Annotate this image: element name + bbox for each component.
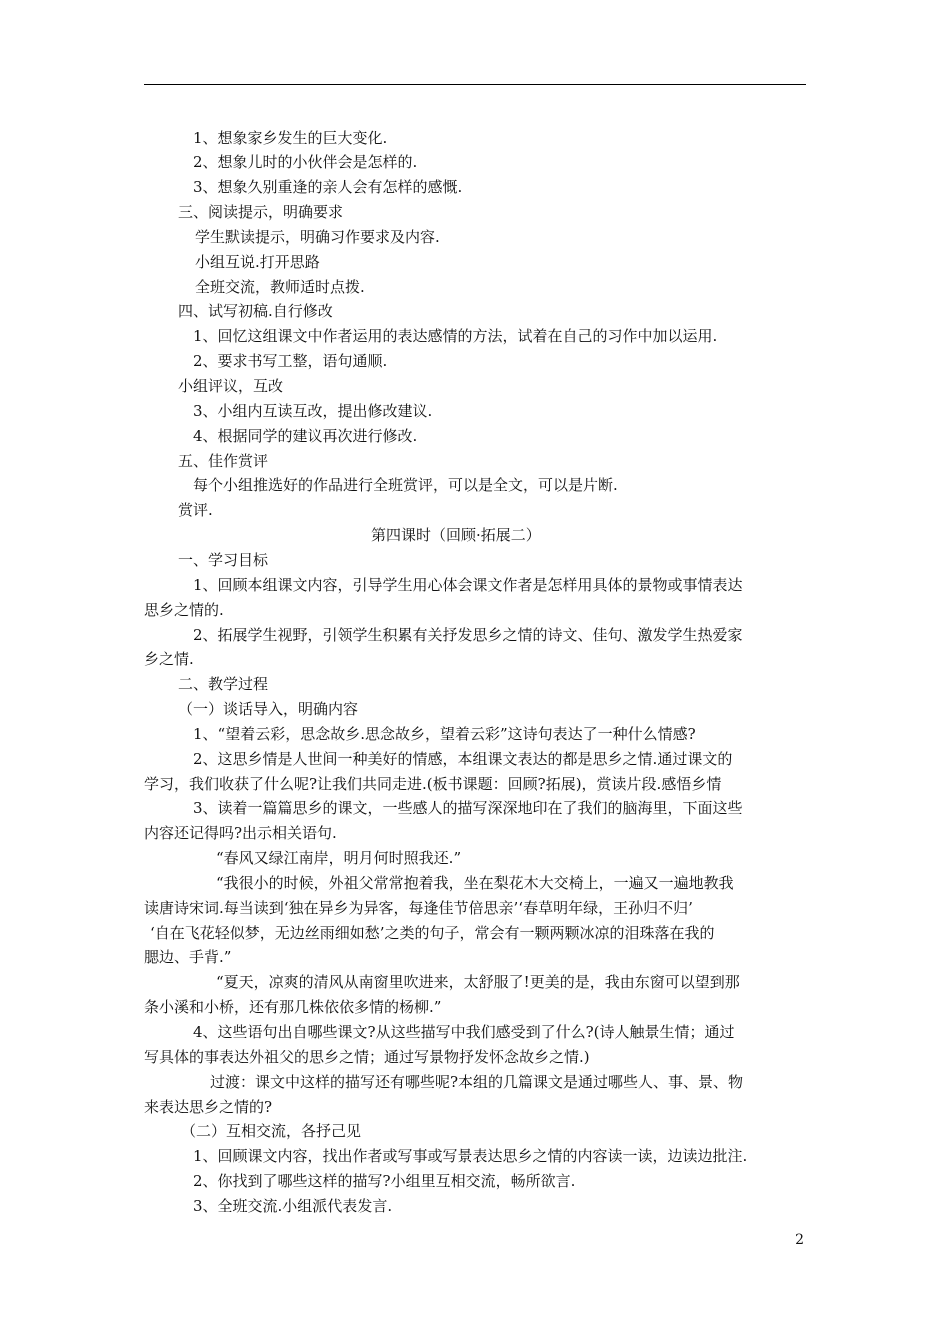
list-item: 3、想象久别重逢的亲人会有怎样的感慨.: [193, 178, 463, 196]
list-item: 2、你找到了哪些这样的描写?小组里互相交流，畅所欲言.: [193, 1172, 576, 1190]
quote-line: 条小溪和小桥，还有那几株依依多情的杨柳.”: [144, 998, 442, 1016]
paragraph-line: 2、拓展学生视野，引领学生积累有关抒发思乡之情的诗文、佳句、激发学生热爱家: [193, 626, 743, 644]
paragraph-line: 赏评.: [178, 501, 213, 519]
quote-line: “夏天，凉爽的清风从南窗里吹进来，太舒服了!更美的是，我由东窗可以望到那: [216, 973, 740, 991]
section-heading: 四、试写初稿.自行修改: [178, 302, 333, 320]
quote-line: 腮边、手背.”: [144, 948, 232, 966]
list-item: 2、想象儿时的小伙伴会是怎样的.: [193, 153, 418, 171]
quote-line: “我很小的时候，外祖父常常抱着我，坐在梨花木大交椅上，一遍又一遍地教我: [216, 874, 734, 892]
list-item: 3、全班交流.小组派代表发言.: [193, 1197, 393, 1215]
paragraph-line: 小组评议，互改: [178, 377, 284, 395]
section-heading: 三、阅读提示，明确要求: [178, 203, 344, 221]
list-item: 2、要求书写工整，语句通顺.: [193, 352, 388, 370]
subsection-heading: （二）互相交流，各抒己见: [181, 1122, 362, 1140]
lesson-title: 第四课时（回顾·拓展二）: [371, 526, 541, 544]
paragraph-line: 2、这思乡情是人世间一种美好的情感，本组课文表达的都是思乡之情.通过课文的: [193, 750, 733, 768]
section-heading: 二、教学过程: [178, 675, 269, 693]
list-item: 1、想象家乡发生的巨大变化.: [193, 129, 388, 147]
section-heading: 一、学习目标: [178, 551, 269, 569]
paragraph-line: 4、这些语句出自哪些课文?从这些描写中我们感受到了什么?(诗人触景生情；通过: [193, 1023, 735, 1041]
paragraph-line: 学生默读提示，明确习作要求及内容.: [195, 228, 440, 246]
paragraph-line: 小组互说.打开思路: [195, 253, 320, 271]
list-item: 3、小组内互读互改，提出修改建议.: [193, 402, 433, 420]
paragraph-line: 1、“望着云彩，思念故乡.思念故乡，望着云彩”这诗句表达了一种什么情感?: [193, 725, 696, 743]
paragraph-line: 内容还记得吗?出示相关语句.: [144, 824, 337, 842]
paragraph-line: 过渡：课文中这样的描写还有哪些呢?本组的几篇课文是通过哪些人、事、景、物: [210, 1073, 744, 1091]
section-heading: 五、佳作赏评: [178, 452, 269, 470]
header-rule: [144, 84, 806, 85]
paragraph-line: 思乡之情的.: [144, 601, 224, 619]
paragraph-line: 1、回顾本组课文内容，引导学生用心体会课文作者是怎样用具体的景物或事情表达: [193, 576, 743, 594]
paragraph-line: 乡之情.: [144, 650, 194, 668]
quote-line: ‘自在飞花轻似梦，无边丝雨细如愁’之类的句子，常会有一颗两颗冰凉的泪珠落在我的: [150, 924, 715, 942]
paragraph-line: 学习，我们收获了什么呢?让我们共同走进.(板书课题：回顾?拓展)，赏读片段.感悟乡情: [144, 775, 722, 793]
list-item: 4、根据同学的建议再次进行修改.: [193, 427, 418, 445]
paragraph-line: 全班交流，教师适时点拨.: [195, 278, 365, 296]
paragraph-line: 来表达思乡之情的?: [144, 1098, 273, 1116]
list-item: 1、回忆这组课文中作者运用的表达感情的方法，试着在自己的习作中加以运用.: [193, 327, 718, 345]
paragraph-line: 写具体的事表达外祖父的思乡之情；通过写景物抒发怀念故乡之情.): [144, 1048, 590, 1066]
paragraph-line: 每个小组推选好的作品进行全班赏评，可以是全文，可以是片断.: [193, 476, 618, 494]
subsection-heading: （一）谈话导入，明确内容: [178, 700, 359, 718]
list-item: 1、回顾课文内容，找出作者或写事或写景表达思乡之情的内容读一读，边读边批注.: [193, 1147, 748, 1165]
page-number: 2: [795, 1232, 804, 1248]
quote-line: 读唐诗宋词.每当读到‘独在异乡为异客，每逢佳节倍思亲’‘春草明年绿，王孙归不归’: [144, 899, 693, 917]
quote-line: “春风又绿江南岸，明月何时照我还.”: [216, 849, 462, 867]
paragraph-line: 3、读着一篇篇思乡的课文，一些感人的描写深深地印在了我们的脑海里，下面这些: [193, 799, 743, 817]
